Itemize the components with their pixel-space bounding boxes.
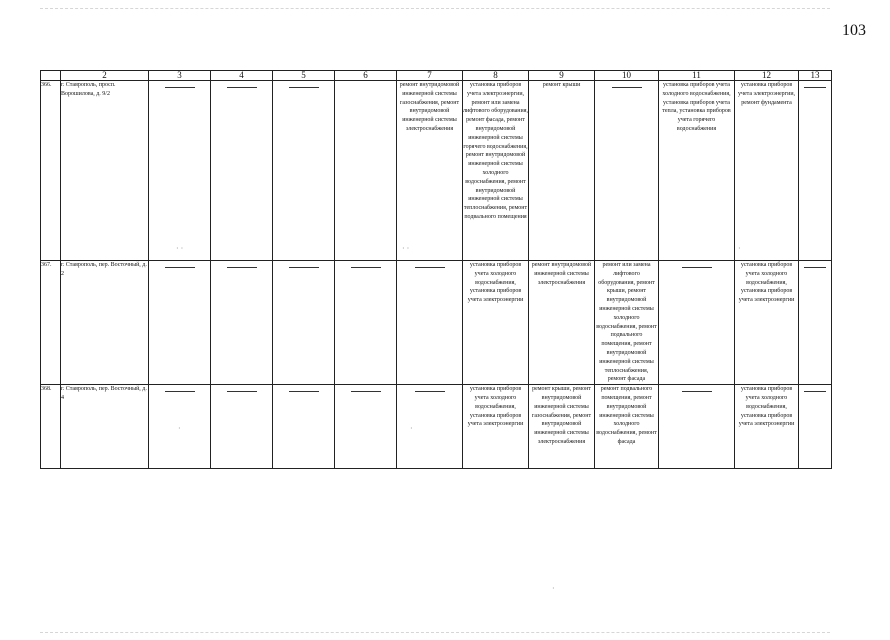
empty-cell xyxy=(659,385,735,469)
column-header: 11 xyxy=(659,71,735,81)
column-header: 3 xyxy=(149,71,211,81)
empty-cell xyxy=(799,385,832,469)
dash-mark xyxy=(165,267,195,268)
work-cell: ремонт или замена лифтового оборудования, ремонт крыши, ремонт внутридомовой инженерной системы холодного водоснабжения, ремонт подвального помещения, ремонт внутридомовой инженерной системы теплоснабжения, ремонт фасада xyxy=(595,261,659,385)
column-header: 10 xyxy=(595,71,659,81)
column-header: 12 xyxy=(735,71,799,81)
dash-mark xyxy=(351,267,381,268)
empty-cell xyxy=(273,81,335,261)
dash-mark xyxy=(289,267,319,268)
work-cell: ремонт подвального помещения, ремонт внутридомовой инженерной системы холодного водоснабжения, ремонт фасада xyxy=(595,385,659,469)
work-cell: установка приборов учета холодного водоснабжения, установка приборов учета электроэнергии xyxy=(735,385,799,469)
dash-mark xyxy=(351,391,381,392)
column-number-row xyxy=(41,71,832,81)
dash-mark xyxy=(289,391,319,392)
dash-mark xyxy=(227,87,257,88)
dash-mark xyxy=(804,87,826,88)
work-cell: ремонт внутридомовой инженерной системы газоснабжения, ремонт внутридомовой инженерной системы электроснабжения xyxy=(397,81,463,261)
dash-mark xyxy=(165,391,195,392)
address-cell: г. Ставрополь, просп. Ворошилова, д. 9/2 xyxy=(61,81,149,261)
scan-edge-bottom xyxy=(40,632,830,633)
work-cell: установка приборов учета холодного водоснабжения, установка приборов учета электроэнергии xyxy=(463,385,529,469)
scan-speck: · xyxy=(410,424,413,433)
address-cell: г. Ставрополь, пер. Восточный, д. 2 xyxy=(61,261,149,385)
scan-edge-top xyxy=(40,8,830,9)
work-cell: ремонт крыши xyxy=(529,81,595,261)
column-header: 13 xyxy=(799,71,832,81)
dash-mark xyxy=(682,391,712,392)
column-header xyxy=(41,71,61,81)
column-header: 9 xyxy=(529,71,595,81)
scan-speck: · · xyxy=(176,244,184,253)
row-number: 366. xyxy=(41,81,61,261)
work-cell: ремонт крыши, ремонт внутридомовой инженерной системы газоснабжения, ремонт внутридомовой инженерной системы электроснабжения xyxy=(529,385,595,469)
work-cell: установка приборов учета электроэнергии, ремонт фундамента xyxy=(735,81,799,261)
empty-cell xyxy=(211,385,273,469)
empty-cell xyxy=(397,261,463,385)
dash-mark xyxy=(289,87,319,88)
scan-speck: · xyxy=(178,424,181,433)
empty-cell xyxy=(397,385,463,469)
column-header: 5 xyxy=(273,71,335,81)
page-number: 103 xyxy=(842,22,866,39)
empty-cell xyxy=(659,261,735,385)
scan-speck: · · xyxy=(402,244,410,253)
empty-cell xyxy=(799,261,832,385)
column-header: 4 xyxy=(211,71,273,81)
work-cell: установка приборов учета холодного водоснабжения, установка приборов учета тепла, установка приборов учета горячего водоснабжения xyxy=(659,81,735,261)
dash-mark xyxy=(415,391,445,392)
empty-cell xyxy=(799,81,832,261)
dash-mark xyxy=(804,267,826,268)
row-number: 367. xyxy=(41,261,61,385)
repair-register-table xyxy=(40,70,832,469)
empty-cell xyxy=(211,261,273,385)
dash-mark xyxy=(415,267,445,268)
dash-mark xyxy=(227,391,257,392)
work-cell: установка приборов учета холодного водоснабжения, установка приборов учета электроэнергии xyxy=(463,261,529,385)
empty-cell xyxy=(595,81,659,261)
empty-cell xyxy=(211,81,273,261)
scan-speck: · xyxy=(738,244,741,253)
scan-speck: · xyxy=(552,584,555,593)
column-header: 8 xyxy=(463,71,529,81)
dash-mark xyxy=(804,391,826,392)
work-cell: установка приборов учета холодного водоснабжения, установка приборов учета электроэнергии xyxy=(735,261,799,385)
empty-cell xyxy=(335,81,397,261)
dash-mark xyxy=(227,267,257,268)
address-cell: г. Ставрополь, пер. Восточный, д. 4 xyxy=(61,385,149,469)
work-cell: ремонт внутридомовой инженерной системы электроснабжения xyxy=(529,261,595,385)
dash-mark xyxy=(165,87,195,88)
empty-cell xyxy=(273,261,335,385)
dash-mark xyxy=(682,267,712,268)
dash-mark xyxy=(612,87,642,88)
table-row xyxy=(41,81,832,261)
column-header: 7 xyxy=(397,71,463,81)
empty-cell xyxy=(149,81,211,261)
row-number: 368. xyxy=(41,385,61,469)
empty-cell xyxy=(335,261,397,385)
table-row xyxy=(41,261,832,385)
empty-cell xyxy=(149,261,211,385)
empty-cell xyxy=(335,385,397,469)
table-row xyxy=(41,385,832,469)
column-header: 2 xyxy=(61,71,149,81)
work-cell: установка приборов учета электроэнергии, ремонт или замена лифтового оборудования, ремонт фасада, ремонт внутридомовой инженерной системы горячего водоснабжения, ремонт внутридомовой инженерной системы холодного водоснабжения, ремонт внутридомовой инженерной системы теплоснабжения, ремонт подвального помещения xyxy=(463,81,529,261)
empty-cell xyxy=(273,385,335,469)
column-header: 6 xyxy=(335,71,397,81)
